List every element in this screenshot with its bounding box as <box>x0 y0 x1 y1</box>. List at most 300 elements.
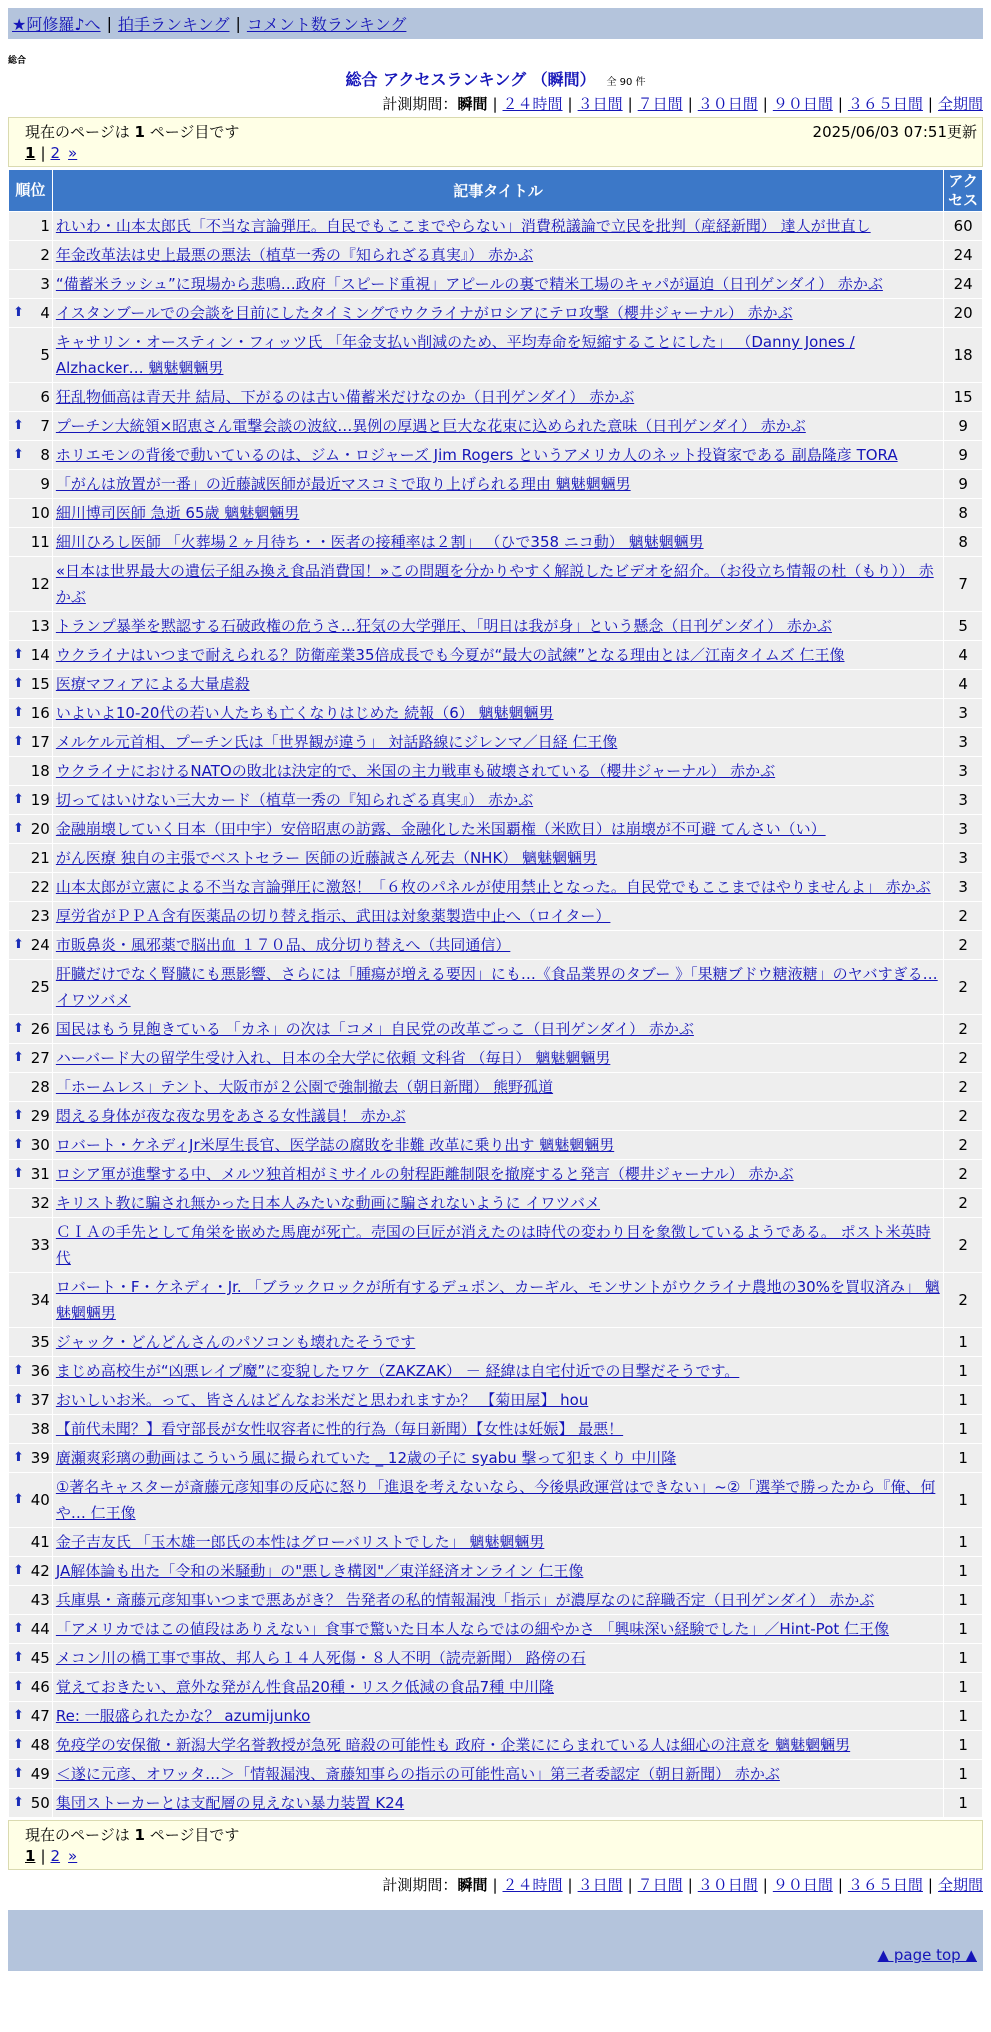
rank-number: 20 <box>30 820 50 838</box>
title-cell <box>52 241 943 270</box>
table-row <box>9 960 983 1015</box>
rank-up-arrow-icon: ⬆ <box>13 1708 24 1723</box>
ranking-table <box>8 169 983 1818</box>
table-row <box>9 1673 983 1702</box>
rank-cell <box>9 1328 53 1357</box>
title-cell <box>52 757 943 786</box>
title-cell <box>52 212 943 241</box>
access-count: 24 <box>944 270 983 299</box>
rank-number: 15 <box>30 675 50 693</box>
access-count: 2 <box>944 1102 983 1131</box>
rank-number: 14 <box>30 646 50 664</box>
article-link[interactable]: れいわ・山本太郎氏「不当な言論弾圧。自民でもここまでやらない」消費税議論で立民を批判（産経新聞） 達人が世直し <box>55 217 871 235</box>
rank-cell <box>9 499 53 528</box>
rank-number: 35 <box>30 1333 50 1351</box>
article-link[interactable]: 山本太郎が立憲による不当な言論弾圧に激怒！「６枚のパネルが使用禁止となった。自民党でもここまではやりませんよ」 赤かぶ <box>55 878 931 896</box>
article-link[interactable]: ロシア軍が進撃する中、メルツ独首相がミサイルの射程距離制限を撤廃すると発言（櫻井ジャーナル） 赤かぶ <box>55 1165 794 1183</box>
article-link[interactable]: 医療マフィアによる大量虐殺 <box>55 675 250 693</box>
pagination-bottom <box>8 1820 983 1870</box>
title-cell <box>52 844 943 873</box>
rank-up-arrow-icon: ⬆ <box>13 1621 24 1636</box>
table-row <box>9 412 983 441</box>
page-separator: | <box>40 1847 46 1865</box>
rank-number: 11 <box>30 533 50 551</box>
rank-up-arrow-icon: ⬆ <box>13 1795 24 1810</box>
title-cell <box>52 931 943 960</box>
title-cell <box>52 670 943 699</box>
article-link[interactable]: キリスト教に騙され無かった日本人みたいな動画に騙されないように イワツバメ <box>55 1194 601 1212</box>
article-link[interactable]: 兵庫県・斎藤元彦知事いつまで悪あがき？ 告発者の私的情報漏洩「指示」が濃厚なのに辞職否定（日刊ゲンダイ） 赤かぶ <box>55 1591 875 1609</box>
title-cell <box>52 1415 943 1444</box>
table-row <box>9 1702 983 1731</box>
article-link[interactable]: «日本は世界最大の遺伝子組み換え食品消費国！»この問題を分かりやすく解説したビデオを紹介。（お役立ち情報の杜（もり）） 赤かぶ <box>55 562 934 606</box>
access-count: 9 <box>944 470 983 499</box>
period-separator: | <box>927 95 933 113</box>
rank-number: 8 <box>40 446 50 464</box>
title-cell <box>52 383 943 412</box>
pagination-top <box>8 117 983 167</box>
article-link[interactable]: 悶える身体が夜な夜な男をあさる女性議員！ 赤かぶ <box>55 1107 406 1125</box>
access-count: 15 <box>944 383 983 412</box>
rank-number: 4 <box>40 304 50 322</box>
col-rank-header: 順位 <box>9 170 53 212</box>
title-cell <box>52 786 943 815</box>
period-link-3[interactable]: ３０日間 <box>697 1876 758 1894</box>
table-row <box>9 441 983 470</box>
table-row <box>9 1731 983 1760</box>
rank-number: 32 <box>30 1194 50 1212</box>
rank-cell <box>9 470 53 499</box>
article-link[interactable]: 狂乱物価高は青天井 結局、下がるのは古い備蓄米だけなのか（日刊ゲンダイ） 赤かぶ <box>55 388 635 406</box>
period-separator: | <box>762 95 768 113</box>
title-cell <box>52 1473 943 1528</box>
title-cell <box>52 1702 943 1731</box>
comment-ranking-link[interactable]: コメント数ランキング <box>246 15 407 34</box>
period-link-3[interactable]: ３０日間 <box>697 95 758 113</box>
footer-bar <box>8 1910 983 1940</box>
table-row <box>9 844 983 873</box>
article-link[interactable]: ロバート・F・ケネディ・Jr. 「ブラックロックが所有するデュポン、カーギル、モンサントがウクライナ農地の30%を買収済み」 魑魅魍魎男 <box>55 1278 940 1322</box>
period-separator: | <box>567 1876 573 1894</box>
table-row <box>9 815 983 844</box>
table-row <box>9 1557 983 1586</box>
table-row <box>9 212 983 241</box>
table-row <box>9 470 983 499</box>
period-separator: | <box>492 95 498 113</box>
rank-number: 37 <box>30 1391 50 1409</box>
access-count: 9 <box>944 412 983 441</box>
rank-up-arrow-icon: ⬆ <box>13 1766 24 1781</box>
rank-cell <box>9 815 53 844</box>
period-label: 計測期間： <box>382 1876 458 1894</box>
access-count: 2 <box>944 1273 983 1328</box>
rank-number: 16 <box>30 704 50 722</box>
table-row <box>9 1102 983 1131</box>
col-access-header: アクセス <box>944 170 983 212</box>
title-cell <box>52 328 943 383</box>
access-count: 2 <box>944 960 983 1015</box>
title-cell <box>52 1015 943 1044</box>
access-count: 1 <box>944 1528 983 1557</box>
article-link[interactable]: 肝臓だけでなく腎臓にも悪影響、さらには「腫瘍が増える要因」にも…《食品業界のタブー 》「果糖ブドウ糖液糖」のヤバすぎる… イワツバメ <box>55 965 938 1009</box>
rank-up-arrow-icon: ⬆ <box>13 1108 24 1123</box>
article-link[interactable]: ホリエモンの背後で動いているのは、ジム・ロジャーズ Jim Rogers というアメリカ人のネット投資家である 副島隆彦 TORA <box>55 446 898 464</box>
period-link-0[interactable]: ２４時間 <box>502 95 563 113</box>
article-link[interactable]: 覚えておきたい、意外な発がん性食品20種・リスク低減の食品7種 中川隆 <box>55 1678 554 1696</box>
period-link-6[interactable]: 全期間 <box>937 95 983 113</box>
table-row <box>9 931 983 960</box>
access-count: 1 <box>944 1615 983 1644</box>
rank-cell <box>9 902 53 931</box>
page-separator: | <box>40 144 46 162</box>
access-count: 3 <box>944 815 983 844</box>
table-row <box>9 1415 983 1444</box>
table-row <box>9 1131 983 1160</box>
rank-number: 48 <box>30 1736 50 1754</box>
table-row <box>9 1357 983 1386</box>
rank-cell <box>9 1557 53 1586</box>
period-separator: | <box>837 95 843 113</box>
rank-cell <box>9 670 53 699</box>
title-cell <box>52 470 943 499</box>
title-cell <box>52 1644 943 1673</box>
title-cell <box>52 1131 943 1160</box>
access-count: 1 <box>944 1357 983 1386</box>
table-row <box>9 1473 983 1528</box>
title-cell <box>52 499 943 528</box>
access-count: 4 <box>944 670 983 699</box>
period-link-6[interactable]: 全期間 <box>937 1876 983 1894</box>
article-link[interactable]: 厚労省がＰＰＡ含有医薬品の切り替え指示、武田は対象薬製造中止へ（ロイター） <box>55 907 611 925</box>
article-link[interactable]: ウクライナにおけるNATOの敗北は決定的で、米国の主力戦車も破壊されている（櫻井ジャーナル） 赤かぶ <box>55 762 776 780</box>
period-separator: | <box>627 95 633 113</box>
period-link-2[interactable]: ７日間 <box>637 95 683 113</box>
access-count: 1 <box>944 1557 983 1586</box>
rank-cell <box>9 528 53 557</box>
table-row <box>9 383 983 412</box>
title-cell <box>52 1044 943 1073</box>
period-link-4[interactable]: ９０日間 <box>772 95 833 113</box>
title-cell <box>52 815 943 844</box>
updated-timestamp: 2025/06/03 07:51更新 <box>812 122 977 141</box>
page-top-link[interactable]: ▲ page top ▲ <box>877 1946 977 1964</box>
rank-number: 10 <box>30 504 50 522</box>
article-link[interactable]: ＜遂に元彦、オワッタ…＞「情報漏洩、斎藤知事らの指示の可能性高い」第三者委認定（朝日新聞） 赤かぶ <box>55 1765 780 1783</box>
rank-cell <box>9 844 53 873</box>
title-cell <box>52 612 943 641</box>
rank-up-arrow-icon: ⬆ <box>13 1166 24 1181</box>
article-link[interactable]: トランプ暴挙を黙認する石破政権の危うさ…狂気の大学弾圧、「明日は我が身」という懸念（日刊ゲンダイ） 赤かぶ <box>55 617 832 635</box>
rank-number: 34 <box>30 1291 50 1309</box>
article-link[interactable]: 市販鼻炎・風邪薬で脳出血 １７０品、成分切り替えへ（共同通信） <box>55 936 511 954</box>
article-link[interactable]: がん医療 独自の主張でベストセラー 医師の近藤誠さん死去（NHK） 魑魅魍魎男 <box>55 849 598 867</box>
article-link[interactable]: ＣＩＡの手先として角栄を嵌めた馬鹿が死亡。売国の巨匠が消えたのは時代の変わり目を象徴しているようである。 ポスト米英時代 <box>55 1223 931 1267</box>
rank-number: 39 <box>30 1449 50 1467</box>
title-cell <box>52 1789 943 1818</box>
current-page-text: 現在のページは 1 ページ目です <box>25 1825 240 1844</box>
rank-number: 41 <box>30 1533 50 1551</box>
title-cell <box>52 1731 943 1760</box>
table-row <box>9 270 983 299</box>
access-count: 2 <box>944 1189 983 1218</box>
rank-cell <box>9 383 53 412</box>
access-count: 1 <box>944 1415 983 1444</box>
article-link[interactable]: 金子吉友氏 「玉木雄一郎氏の本性はグローバリストでした」 魑魅魍魎男 <box>55 1533 545 1551</box>
article-link[interactable]: 「ホームレス」テント、大阪市が２公園で強制撤去（朝日新聞） 熊野孤道 <box>55 1078 554 1096</box>
rank-up-arrow-icon: ⬆ <box>13 1137 24 1152</box>
access-count: 7 <box>944 557 983 612</box>
rank-up-arrow-icon: ⬆ <box>13 1450 24 1465</box>
access-count: 2 <box>944 931 983 960</box>
period-link-5[interactable]: ３６５日間 <box>847 95 923 113</box>
table-row <box>9 557 983 612</box>
rank-up-arrow-icon: ⬆ <box>13 305 24 320</box>
period-separator: | <box>687 1876 693 1894</box>
title-cell <box>52 641 943 670</box>
rank-number: 50 <box>30 1794 50 1812</box>
rank-number: 40 <box>30 1491 50 1509</box>
access-count: 2 <box>944 902 983 931</box>
period-current: 瞬間 <box>457 1876 488 1894</box>
title-cell <box>52 1615 943 1644</box>
rank-number: 38 <box>30 1420 50 1438</box>
rank-up-arrow-icon: ⬆ <box>13 821 24 836</box>
rank-number: 25 <box>30 978 50 996</box>
rank-up-arrow-icon: ⬆ <box>13 792 24 807</box>
rank-up-arrow-icon: ⬆ <box>13 1021 24 1036</box>
article-link[interactable]: 免疫学の安保徹・新潟大学名誉教授が急死 暗殺の可能性も 政府・企業ににらまれている人は細心の注意を 魑魅魍魎男 <box>55 1736 851 1754</box>
period-separator: | <box>837 1876 843 1894</box>
page-1-current: 1 <box>25 144 36 162</box>
table-row <box>9 1189 983 1218</box>
access-count: 9 <box>944 441 983 470</box>
table-row <box>9 612 983 641</box>
article-link[interactable]: 細川ひろし医師 「火葬場２ヶ月待ち・・医者の接種率は２割」 （ひで358 ニコ動） 魑魅魍魎男 <box>55 533 704 551</box>
access-count: 20 <box>944 299 983 328</box>
access-count: 8 <box>944 499 983 528</box>
article-link[interactable]: いよいよ10-20代の若い人たちも亡くなりはじめた 続報（6） 魑魅魍魎男 <box>55 704 554 722</box>
access-count: 1 <box>944 1673 983 1702</box>
access-count: 2 <box>944 1073 983 1102</box>
access-count: 5 <box>944 612 983 641</box>
rank-cell <box>9 212 53 241</box>
access-count: 3 <box>944 786 983 815</box>
article-link[interactable]: メコン川の橋工事で事故、邦人ら１４人死傷・８人不明（読売新聞） 路傍の石 <box>55 1649 586 1667</box>
rank-cell <box>9 612 53 641</box>
rank-cell <box>9 328 53 383</box>
rank-cell <box>9 699 53 728</box>
title-cell <box>52 1673 943 1702</box>
title-cell <box>52 1189 943 1218</box>
access-count: 2 <box>944 1131 983 1160</box>
period-link-4[interactable]: ９０日間 <box>772 1876 833 1894</box>
article-link[interactable]: おいしいお米。って、皆さんはどんなお米だと思われますか？ 【菊田屋】 hou <box>55 1391 589 1409</box>
article-link[interactable]: 金融崩壊していく日本（田中宇）安倍昭恵の訪露、金融化した米国覇権（米欧日）は崩壊が不可避 てんさい（い） <box>55 820 826 838</box>
article-link[interactable]: まじめ高校生が“凶悪レイプ魔”に変貌したワケ（ZAKZAK） － 経緯は自宅付近での目撃だそうです。 <box>55 1362 740 1380</box>
article-link[interactable]: 【前代未聞？】看守部長が女性収容者に性的行為（毎日新聞）【女性は妊娠】 最悪！ <box>55 1420 624 1438</box>
category-label: 総合 <box>8 56 27 66</box>
access-count: 2 <box>944 1218 983 1273</box>
article-link[interactable]: ロバート・ケネディJr米厚生長官、医学誌の腐敗を非難 改革に乗り出す 魑魅魍魎男 <box>55 1136 615 1154</box>
article-link[interactable]: Re: 一服盛られたかな？ azumijunko <box>55 1707 311 1725</box>
title-cell <box>52 1218 943 1273</box>
article-link[interactable]: 集団ストーカーとは支配層の見えない暴力装置 K24 <box>55 1794 405 1812</box>
rank-up-arrow-icon: ⬆ <box>13 1050 24 1065</box>
article-link[interactable]: プーチン大統領×昭恵さん電撃会談の波紋…異例の厚遇と巨大な花束に込められた意味（日刊ゲンダイ） 赤かぶ <box>55 417 806 435</box>
rank-up-arrow-icon: ⬆ <box>13 647 24 662</box>
rank-number: 36 <box>30 1362 50 1380</box>
table-row <box>9 902 983 931</box>
rank-cell <box>9 1044 53 1073</box>
title-cell <box>52 299 943 328</box>
page-2-link[interactable]: 2 <box>50 144 61 162</box>
access-count: 3 <box>944 728 983 757</box>
table-row <box>9 1615 983 1644</box>
access-count: 1 <box>944 1473 983 1528</box>
rank-cell <box>9 1702 53 1731</box>
page-2-link[interactable]: 2 <box>50 1847 61 1865</box>
period-separator: | <box>492 1876 498 1894</box>
rank-number: 26 <box>30 1020 50 1038</box>
access-count: 3 <box>944 844 983 873</box>
table-row <box>9 1644 983 1673</box>
rank-number: 30 <box>30 1136 50 1154</box>
period-link-1[interactable]: ３日間 <box>577 1876 623 1894</box>
article-link[interactable]: “備蓄米ラッシュ”に現場から悲鳴…政府「スピード重視」アピールの裏で精米工場のキャパが逼迫（日刊ゲンダイ） 赤かぶ <box>55 275 883 293</box>
rank-cell <box>9 728 53 757</box>
table-row <box>9 757 983 786</box>
table-row <box>9 1444 983 1473</box>
rank-cell <box>9 1586 53 1615</box>
rank-up-arrow-icon: ⬆ <box>13 937 24 952</box>
ranking-header <box>0 67 991 89</box>
article-link[interactable]: ジャック・どんどんさんのパソコンも壊れたそうです <box>55 1333 416 1351</box>
table-row <box>9 528 983 557</box>
rank-cell <box>9 1273 53 1328</box>
title-cell <box>52 1444 943 1473</box>
rank-number: 2 <box>40 246 50 264</box>
rank-cell <box>9 1615 53 1644</box>
next-page-link[interactable]: » <box>68 1847 78 1865</box>
article-link[interactable]: 「アメリカではこの値段はありえない」食事で驚いた日本人ならではの細やかさ 「興味深い経験でした」／Hint-Pot 仁王像 <box>55 1620 890 1638</box>
period-selector <box>8 93 983 115</box>
article-link[interactable]: キャサリン・オースティン・フィッツ氏 「年金支払い削減のため、平均寿命を短縮することにした」 （Danny Jones / Alzhacker… 魑魅魍魎男 <box>55 333 855 377</box>
period-link-0[interactable]: ２４時間 <box>502 1876 563 1894</box>
article-link[interactable]: メルケル元首相、プーチン氏は「世界観が違う」 対話路線にジレンマ／日経 仁王像 <box>55 733 618 751</box>
access-count: 8 <box>944 528 983 557</box>
home-link[interactable]: ★阿修羅♪へ <box>12 15 101 34</box>
title-cell <box>52 441 943 470</box>
title-cell <box>52 1357 943 1386</box>
title-cell <box>52 1557 943 1586</box>
title-cell <box>52 1273 943 1328</box>
article-link[interactable]: イスタンブールでの会談を目前にしたタイミングでウクライナがロシアにテロ攻撃（櫻井ジャーナル） 赤かぶ <box>55 304 793 322</box>
period-link-1[interactable]: ３日間 <box>577 95 623 113</box>
table-row <box>9 1760 983 1789</box>
access-count: 1 <box>944 1644 983 1673</box>
rank-number: 31 <box>30 1165 50 1183</box>
article-link[interactable]: ①著名キャスターが斎藤元彦知事の反応に怒り「進退を考えないなら、今後県政運営はできない」~②「選挙で勝ったから『俺、何や… 仁王像 <box>55 1478 936 1522</box>
table-row <box>9 1386 983 1415</box>
access-count: 1 <box>944 1731 983 1760</box>
article-link[interactable]: ハーバード大の留学生受け入れ、日本の全大学に依頼 文科省 （毎日） 魑魅魍魎男 <box>55 1049 611 1067</box>
rank-cell <box>9 1218 53 1273</box>
rank-number: 45 <box>30 1649 50 1667</box>
access-count: 3 <box>944 757 983 786</box>
clap-ranking-link[interactable]: 拍手ランキング <box>117 15 230 34</box>
next-page-link[interactable]: » <box>68 144 78 162</box>
article-link[interactable]: 年金改革法は史上最悪の悪法（植草一秀の『知られざる真実』） 赤かぶ <box>55 246 534 264</box>
rank-cell <box>9 1131 53 1160</box>
rank-up-arrow-icon: ⬆ <box>13 705 24 720</box>
period-link-2[interactable]: ７日間 <box>637 1876 683 1894</box>
table-row <box>9 641 983 670</box>
title-cell <box>52 728 943 757</box>
rank-number: 47 <box>30 1707 50 1725</box>
table-row <box>9 1273 983 1328</box>
table-row <box>9 728 983 757</box>
rank-number: 46 <box>30 1678 50 1696</box>
rank-cell <box>9 1386 53 1415</box>
access-count: 3 <box>944 699 983 728</box>
article-link[interactable]: 廣瀬爽彩璃の動画はこういう風に撮られていた _ 12歳の子に syabu 撃って犯まくり 中川隆 <box>55 1449 677 1467</box>
rank-up-arrow-icon: ⬆ <box>13 1679 24 1694</box>
rank-up-arrow-icon: ⬆ <box>13 1737 24 1752</box>
title-cell <box>52 1328 943 1357</box>
table-row <box>9 1160 983 1189</box>
rank-cell <box>9 1673 53 1702</box>
article-link[interactable]: 細川博司医師 急逝 65歳 魑魅魍魎男 <box>55 504 300 522</box>
title-cell <box>52 1102 943 1131</box>
period-selector-bottom <box>8 1874 983 1896</box>
table-row <box>9 1789 983 1818</box>
rank-number: 29 <box>30 1107 50 1125</box>
rank-cell <box>9 557 53 612</box>
rank-number: 9 <box>40 475 50 493</box>
rank-cell <box>9 1644 53 1673</box>
rank-number: 7 <box>40 417 50 435</box>
rank-cell <box>9 1189 53 1218</box>
title-cell <box>52 1073 943 1102</box>
article-link[interactable]: JA解体論も出た「令和の米騒動」の"悪しき構図"／東洋経済オンライン 仁王像 <box>55 1562 584 1580</box>
period-link-5[interactable]: ３６５日間 <box>847 1876 923 1894</box>
article-link[interactable]: ウクライナはいつまで耐えられる？防衛産業35倍成長でも今夏が“最大の試練”となる理由とは／江南タイムズ 仁王像 <box>55 646 845 664</box>
table-row <box>9 786 983 815</box>
rank-number: 44 <box>30 1620 50 1638</box>
article-link[interactable]: 国民はもう見飽きている 「カネ」の次は「コメ」自民党の改革ごっこ（日刊ゲンダイ） 赤かぶ <box>55 1020 694 1038</box>
access-count: 2 <box>944 1044 983 1073</box>
nav-separator: | <box>235 14 241 33</box>
title-cell <box>52 699 943 728</box>
rank-up-arrow-icon: ⬆ <box>13 418 24 433</box>
article-link[interactable]: 切ってはいけない三大カード（植草一秀の『知られざる真実』） 赤かぶ <box>55 791 534 809</box>
rank-up-arrow-icon: ⬆ <box>13 1392 24 1407</box>
access-count: 1 <box>944 1760 983 1789</box>
rank-up-arrow-icon: ⬆ <box>13 1492 24 1507</box>
page-1-current: 1 <box>25 1847 36 1865</box>
table-row <box>9 873 983 902</box>
table-row <box>9 1528 983 1557</box>
rank-number: 17 <box>30 733 50 751</box>
title-cell <box>52 528 943 557</box>
rank-cell <box>9 1102 53 1131</box>
rank-cell <box>9 299 53 328</box>
access-count: 1 <box>944 1328 983 1357</box>
title-cell <box>52 1528 943 1557</box>
title-cell <box>52 1160 943 1189</box>
article-link[interactable]: 「がんは放置が一番」の近藤誠医師が最近マスコミで取り上げられる理由 魑魅魍魎男 <box>55 475 631 493</box>
table-row <box>9 299 983 328</box>
